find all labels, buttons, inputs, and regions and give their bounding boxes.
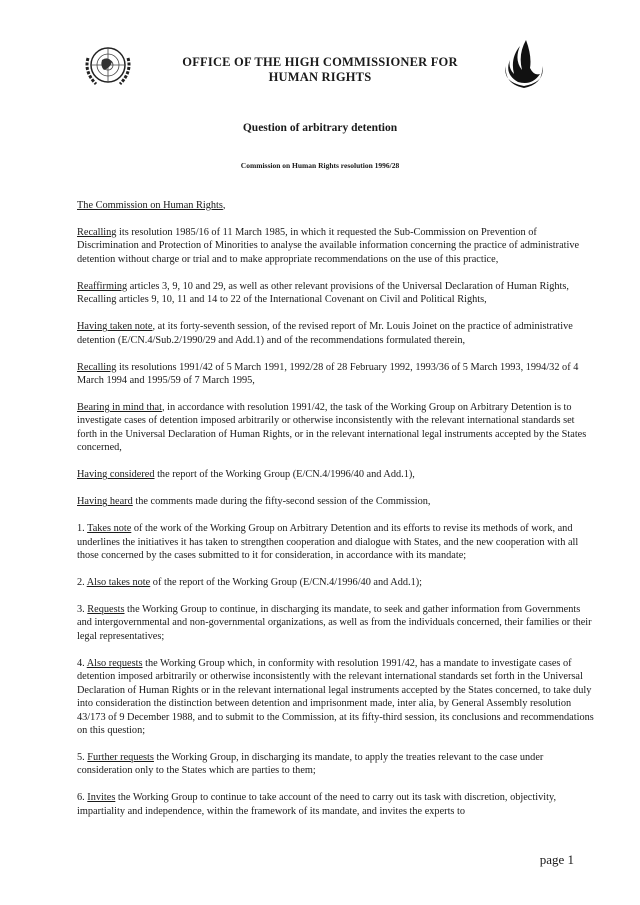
paragraph-text: , in accordance with resolution 1991/42, the task of the Working Group on Arbitrary Detention is to investigate cases of detention imposed arbitrarily or otherwise inconsistently with the relevant international standards set forth in the Universal Declaration of Human Rights, or in the relevant international legal instruments accepted by the States concerned, xyxy=(77,402,587,454)
paragraph-text: of the report of the Working Group (E/CN.4/1996/40 and Add.1); xyxy=(150,577,423,589)
paragraph-lead: Further requests xyxy=(87,751,154,763)
paragraph-lead: Requests xyxy=(87,604,125,616)
paragraph-text: , at its forty-seventh session, of the revised report of Mr. Louis Joinet on the practice of administrative detention (E/CN.4/Sub.2/1990/29 and Add.1) and of the recommendations formulated therein, xyxy=(77,321,573,346)
paragraph-number: 1. xyxy=(77,523,88,535)
document-subtitle: Commission on Human Rights resolution 1996/28 xyxy=(240,161,400,170)
paragraph-lead: Having heard xyxy=(77,496,133,508)
paragraph xyxy=(77,226,597,266)
paragraph-lead: Having taken note xyxy=(77,321,153,333)
paragraph xyxy=(77,495,597,508)
paragraph xyxy=(77,791,597,818)
paragraph-lead: Having considered xyxy=(77,469,155,481)
paragraph-lead: Takes note xyxy=(87,523,132,535)
document-body xyxy=(77,199,597,832)
paragraph xyxy=(77,468,597,481)
paragraph-text: , xyxy=(222,200,226,211)
document-title: Question of arbitrary detention xyxy=(242,122,398,134)
office-heading xyxy=(150,55,490,85)
paragraph-text: the Working Group to continue to take account of the need to carry out its task with discretion, objectivity, impartiality and independence, within the framework of its mandate, and invites the experts to xyxy=(77,792,557,817)
paragraph-lead: The Commission on Human Rights xyxy=(77,200,223,211)
paragraph-text: the report of the Working Group (E/CN.4/1996/40 and Add.1), xyxy=(154,469,415,481)
office-heading-line2: HUMAN RIGHTS xyxy=(268,70,372,84)
paragraph-number: 4. xyxy=(77,657,87,669)
paragraph-text: the comments made during the fifty-second session of the Commission, xyxy=(132,496,431,508)
un-emblem-logo xyxy=(80,38,136,94)
paragraph xyxy=(77,603,597,643)
paragraph xyxy=(77,280,597,307)
paragraph xyxy=(77,751,597,778)
paragraph-text: its resolution 1985/16 of 11 March 1985, in which it requested the Sub-Commission on Prevention of Discrimination and Protection of Minorities to analyse the available information concerning the practice of administrative detention without charge or trial and to make appropriate recommendations on the use of this practice, xyxy=(77,227,580,265)
paragraph-text: of the work of the Working Group on Arbitrary Detention and its efforts to revise its methods of work, and underlines the initiatives it has taken to strengthen cooperation and dialogue with States, and the new cooperation with all those concerned by the cases submitted to it for consideration, in accordance with its mandate; xyxy=(77,523,579,562)
paragraph-lead: Reaffirming xyxy=(77,280,128,292)
ohchr-flame-logo xyxy=(500,36,548,92)
paragraph-number: 2. xyxy=(77,577,87,589)
paragraph-text: the Working Group to continue, in discharging its mandate, to seek and gather information from Governments and intergovernmental and non-governmental organizations, as well as from the individuals concerned, their families or their legal representatives; xyxy=(77,604,592,642)
paragraph-number: 3. xyxy=(77,604,88,616)
paragraph-text: the Working Group which, in conformity with resolution 1991/42, has a mandate to investigate cases of detention imposed arbitrarily or otherwise inconsistently with the relevant international standards set forth in the Universal Declaration of Human Rights or in the relevant international legal instruments accepted by the States concerned, to take duly into consideration the distinction between detention and imprisonment made, inter alia, by General Assembly resolution 43/173 of 9 December 1988, and to submit to the Commission, at its fifty-third session, its conclusions and recommendations on this question; xyxy=(77,657,594,736)
paragraph-lead: Invites xyxy=(87,792,116,804)
office-heading-line1: OFFICE OF THE HIGH COMMISSIONER FOR xyxy=(182,55,458,69)
paragraph-lead: Also requests xyxy=(86,657,143,669)
paragraph xyxy=(77,576,597,589)
paragraph-lead: Recalling xyxy=(77,227,117,238)
paragraph-text: its resolutions 1991/42 of 5 March 1991, 1992/28 of 28 February 1992, 1993/36 of 5 March 1993, 1994/32 of 4 March 1994 and 1995/59 of 7 March 1995, xyxy=(77,361,579,387)
paragraph xyxy=(77,320,597,347)
paragraph-lead: Bearing in mind that xyxy=(77,402,162,414)
paragraph-number: 6. xyxy=(77,792,88,804)
paragraph-number: 5. xyxy=(77,751,88,763)
paragraph xyxy=(77,361,597,388)
paragraph xyxy=(77,657,597,737)
paragraph-text: articles 3, 9, 10 and 29, as well as other relevant provisions of the Universal Declaration of Human Rights, Recalling articles 9, 10, 11 and 14 to 22 of the International Covenant on Civil and Political Rights, xyxy=(77,280,569,306)
page-number: page 1 xyxy=(539,852,574,867)
paragraph-text: the Working Group, in discharging its mandate, to apply the treaties relevant to the case under consideration only to the States which are parties to them; xyxy=(77,751,544,777)
paragraph xyxy=(77,199,597,212)
paragraph-lead: Also takes note xyxy=(86,577,151,589)
paragraph xyxy=(77,401,597,455)
paragraph xyxy=(77,522,597,562)
paragraph-lead: Recalling xyxy=(77,361,117,373)
